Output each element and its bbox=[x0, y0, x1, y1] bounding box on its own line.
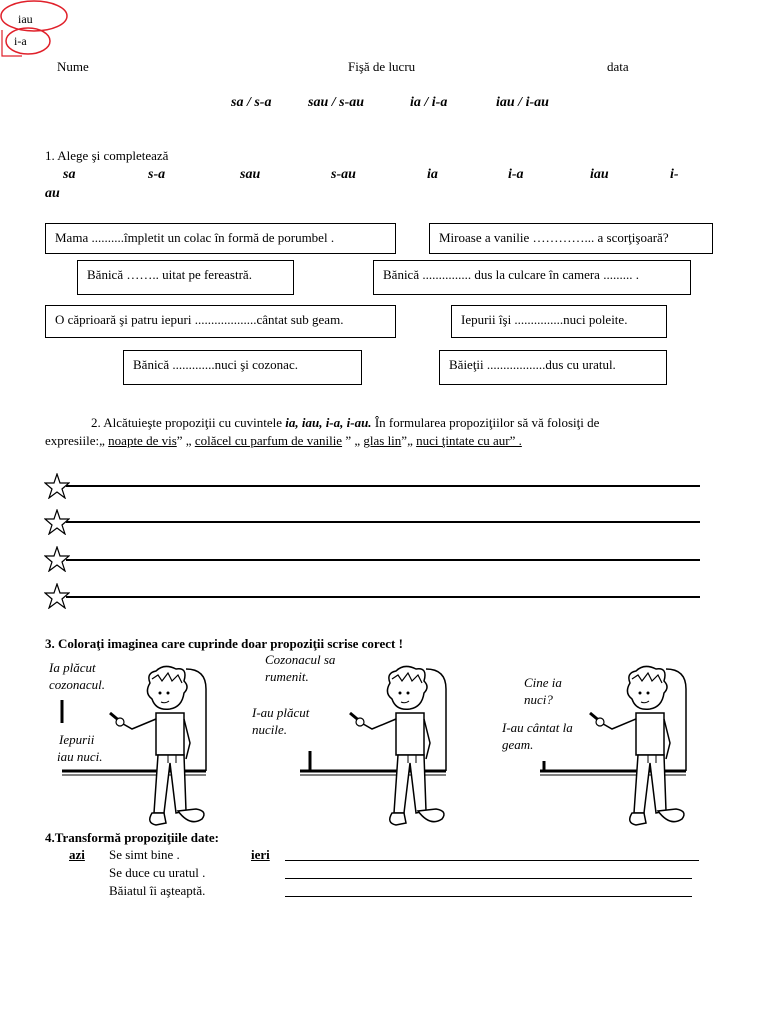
bubble-text: Cozonacul sa bbox=[265, 652, 336, 667]
ex1-word: i-a bbox=[508, 167, 524, 182]
expression: colăcel cu parfum de vanilie bbox=[194, 433, 343, 448]
name-label: Nume bbox=[57, 59, 89, 74]
bubble-text: Ia plăcut bbox=[49, 660, 96, 675]
subtitle-ia: ia / i-a bbox=[410, 95, 448, 110]
expression: noapte de vis bbox=[108, 433, 177, 448]
subtitle-iau: iau / i-au bbox=[496, 95, 549, 110]
bubble-text: iau nuci. bbox=[57, 749, 103, 764]
bubble-text: Iepurii bbox=[59, 732, 95, 747]
sentence: Se duce cu uratul . bbox=[109, 865, 206, 880]
sentence-box[interactable]: Mama ..........împletit un colac în formă de porumbel . bbox=[45, 223, 396, 254]
yesterday-label: ieri bbox=[251, 847, 270, 862]
ex2-text: 2. Alcătuieşte propoziţii cu cuvintele bbox=[91, 415, 286, 430]
ex2-text: ” „ bbox=[176, 433, 195, 448]
stamp-top-text: iau bbox=[18, 12, 33, 26]
today-label: azi bbox=[69, 847, 85, 862]
expression: glas lin bbox=[363, 433, 402, 448]
ex3-prompt: 3. Coloraţi imaginea care cuprinde doar propoziţii scrise corect ! bbox=[45, 636, 403, 651]
ex2-keywords: ia, iau, i-a, i-au. bbox=[285, 415, 372, 430]
answer-line[interactable] bbox=[285, 860, 699, 861]
sentence-box[interactable]: Bănică .............nuci şi cozonac. bbox=[123, 350, 362, 385]
writing-line[interactable] bbox=[66, 521, 700, 523]
bubble-text: geam. bbox=[502, 737, 534, 752]
ex1-word: i- bbox=[670, 167, 679, 182]
subtitle-sau: sau / s-au bbox=[308, 95, 365, 110]
ex2-text: expresiile:„ bbox=[45, 433, 109, 448]
sentence-box[interactable]: Iepurii îşi ...............nuci poleite. bbox=[451, 305, 667, 338]
boy-at-board-illustration[interactable] bbox=[60, 663, 220, 833]
ex1-word: s-au bbox=[331, 167, 356, 182]
expression: nuci ţintate cu aur” . bbox=[416, 433, 522, 448]
bubble-text: nucile. bbox=[252, 722, 288, 737]
writing-line[interactable] bbox=[66, 559, 700, 561]
ex2-text: ” „ bbox=[342, 433, 364, 448]
ex2-text: ”„ bbox=[401, 433, 417, 448]
bubble-text: I-au plăcut bbox=[252, 705, 310, 720]
bubble-text: cozonacul. bbox=[49, 677, 105, 692]
ex1-word: sau bbox=[240, 167, 261, 182]
boy-at-board-illustration[interactable] bbox=[540, 663, 700, 833]
answer-line[interactable] bbox=[285, 896, 692, 897]
writing-line[interactable] bbox=[66, 596, 700, 598]
ex1-word: au bbox=[45, 186, 60, 201]
ex4-prompt: 4.Transformă propoziţiile date: bbox=[45, 830, 219, 845]
date-label: data bbox=[607, 59, 629, 74]
page-title: Fişă de lucru bbox=[348, 59, 416, 74]
ex2-line1 bbox=[91, 415, 599, 431]
boy-at-board-illustration[interactable] bbox=[300, 663, 460, 833]
bubble-text: rumenit. bbox=[265, 669, 309, 684]
sentence: Băiatul îi aşteaptă. bbox=[109, 883, 206, 898]
ex1-word: sa bbox=[63, 167, 76, 182]
answer-line[interactable] bbox=[285, 878, 692, 879]
ex1-word: ia bbox=[427, 167, 438, 182]
sentence-box[interactable]: Bănică ............... dus la culcare în camera ......... . bbox=[373, 260, 691, 295]
sentence-box[interactable]: Băieţii ..................dus cu uratul. bbox=[439, 350, 667, 385]
ex1-word: s-a bbox=[148, 167, 166, 182]
sentence-box[interactable]: Bănică …….. uitat pe fereastră. bbox=[77, 260, 294, 295]
sentence-box[interactable]: O căprioară şi patru iepuri ...................cântat sub geam. bbox=[45, 305, 396, 338]
stamp-ovals bbox=[0, 0, 80, 60]
ex1-word: iau bbox=[590, 167, 609, 182]
bubble-text: Cine ia bbox=[524, 675, 562, 690]
stamp-bottom-text: i-a bbox=[14, 34, 27, 48]
writing-line[interactable] bbox=[66, 485, 700, 487]
bubble-text: nuci? bbox=[524, 692, 553, 707]
ex2-text: În formularea propoziţiilor să vă folosiţi de bbox=[371, 415, 600, 430]
sentence-box[interactable]: Miroase a vanilie …………... a scorţişoară? bbox=[429, 223, 713, 254]
ex1-prompt: 1. Alege şi completează bbox=[45, 148, 169, 163]
bubble-text: I-au cântat la bbox=[502, 720, 573, 735]
sentence: Se simt bine . bbox=[109, 847, 180, 862]
ex2-line2 bbox=[45, 433, 522, 449]
subtitle-sa: sa / s-a bbox=[231, 95, 272, 110]
